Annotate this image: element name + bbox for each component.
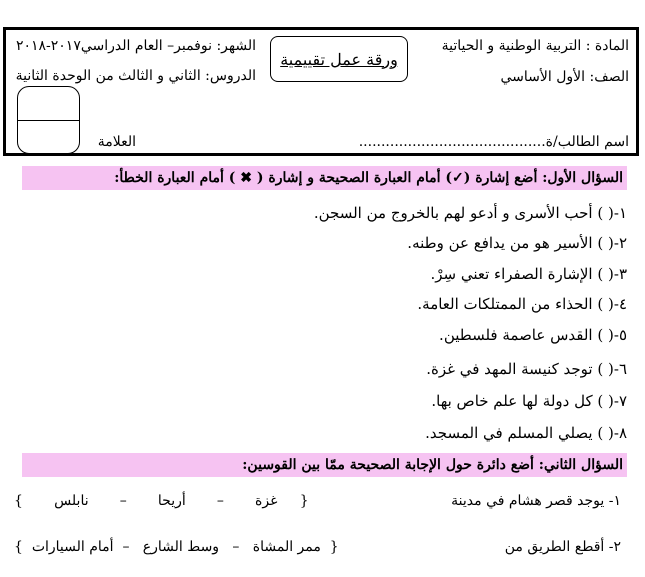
list-item: ٤-( ) الحذاء من الممتلكات العامة. xyxy=(417,295,627,313)
worksheet-title: ورقة عمل تقييمية xyxy=(280,49,398,69)
list-item: ٢-( ) الأسير هو من يدافع عن وطنه. xyxy=(407,234,627,252)
section2-heading-band xyxy=(22,453,627,477)
score-box[interactable] xyxy=(17,86,80,154)
worksheet-title-box xyxy=(270,36,408,82)
list-item: ٧-( ) كل دولة لها علم خاص بها. xyxy=(431,392,627,410)
score-box-divider xyxy=(18,120,79,121)
list-item: ١-( ) أحب الأسرى و أدعو لهم بالخروج من السجن. xyxy=(313,204,627,222)
list-item: ٨-( ) يصلي المسلم في المسجد. xyxy=(425,424,627,442)
answer-options[interactable]: { ممر المشاة – وسط الشارع – أمام السيارات } xyxy=(14,539,339,555)
month-label: الشهر: نوفمبر– العام الدراسي٢٠١٧-٢٠١٨ xyxy=(15,38,256,54)
subject-label: المادة : التربية الوطنية و الحياتية xyxy=(441,38,629,54)
question-stem: ٢- أقطع الطريق من xyxy=(504,539,621,555)
list-item: ٥-( ) القدس عاصمة فلسطين. xyxy=(439,326,627,344)
section1-heading: السؤال الأول: أضع إشارة (✓) أمام العبارة الصحيحة و إشارة ( ✖ ) أمام العبارة الخطأ: xyxy=(114,170,623,186)
question-stem: ١- يوجد قصر هشام في مدينة xyxy=(451,493,621,509)
answer-options[interactable]: { غزة – أريحا – نابلس } xyxy=(14,493,309,509)
section1-heading-band xyxy=(22,166,627,190)
lessons-label: الدروس: الثاني و الثالث من الوحدة الثانية xyxy=(15,68,256,84)
list-item: ٣-( ) الإشارة الصفراء تعني سِرْ. xyxy=(430,265,627,283)
score-label: العلامة xyxy=(97,134,136,150)
list-item: ٦-( ) توجد كنيسة المهد في غزة. xyxy=(426,360,627,378)
student-name-field[interactable]: اسم الطالب/ة.......................................... xyxy=(358,134,629,150)
grade-label: الصف: الأول الأساسي xyxy=(500,69,629,85)
section2-heading: السؤال الثاني: أضع دائرة حول الإجابة الصحيحة ممّا بين القوسين: xyxy=(242,457,623,473)
